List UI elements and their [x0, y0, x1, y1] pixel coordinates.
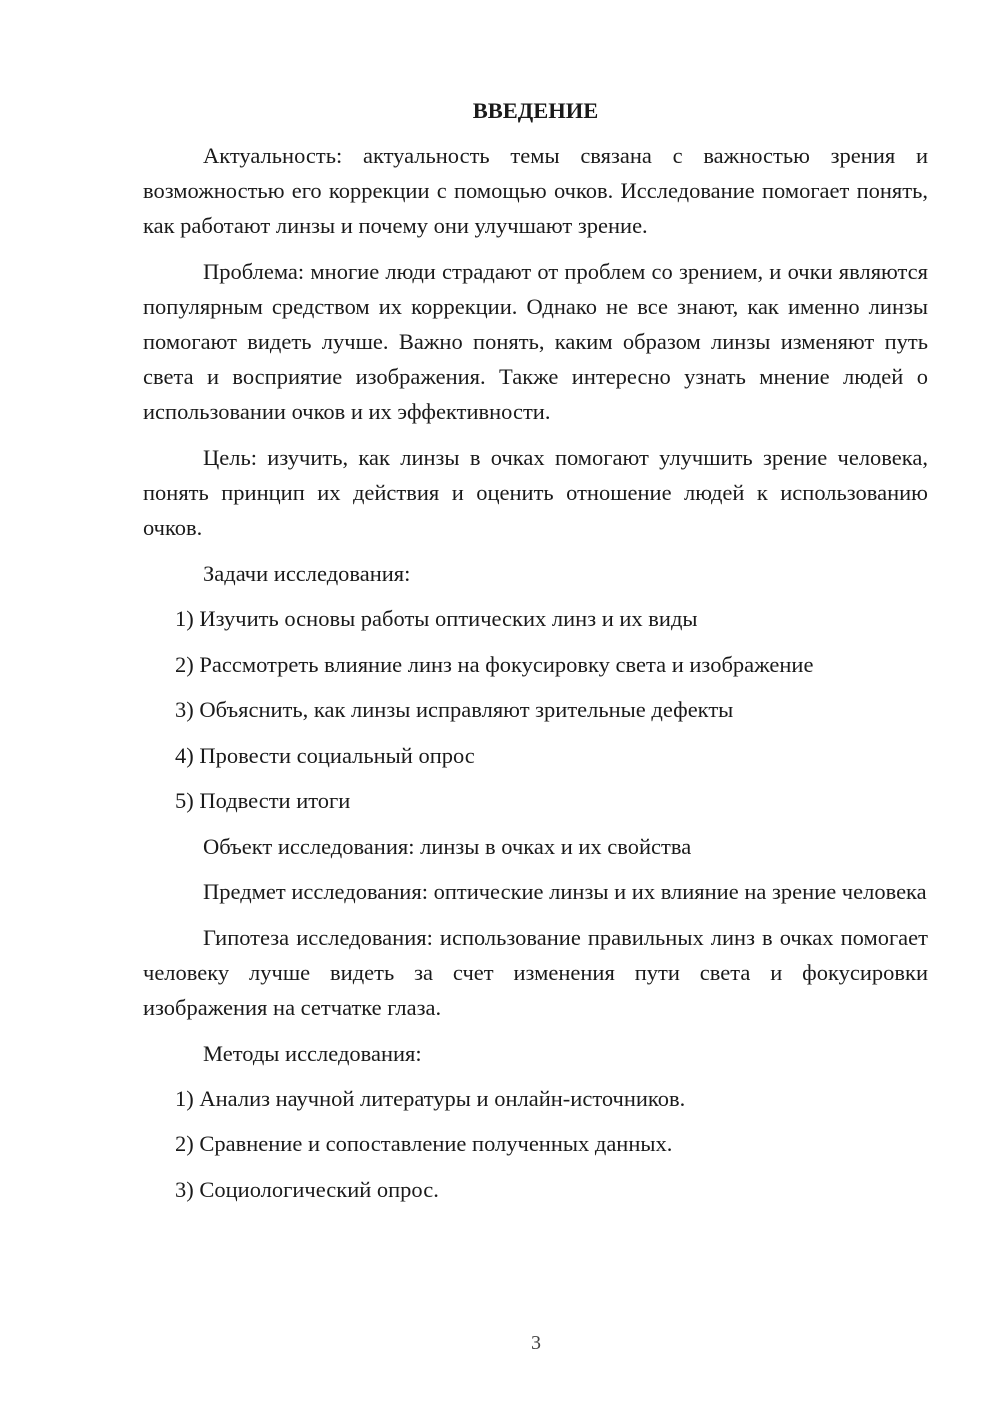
- relevance-paragraph: Актуальность: актуальность темы связана с важностью зрения и возможностью его коррекции с помощью очков. Исследование помогает понять, как работают линзы и почему они улучшают зрение.: [143, 143, 928, 238]
- task-item: 5) Подвести итоги: [175, 788, 351, 813]
- hypothesis-paragraph: Гипотеза исследования: использование правильных линз в очках помогает человеку лучше видеть за счет изменения пути света и фокусировки изображения на сетчатке глаза.: [143, 924, 928, 1020]
- method-item: 1) Анализ научной литературы и онлайн-источников.: [175, 1085, 686, 1111]
- document-page: [143, 93, 928, 1217]
- page-number: 3: [531, 1332, 541, 1354]
- method-item: 3) Социологический опрос.: [175, 1176, 439, 1202]
- method-item: 2) Сравнение и сопоставление полученных данных.: [175, 1131, 673, 1156]
- task-item: 4) Провести социальный опрос: [175, 742, 475, 768]
- subject-paragraph: Предмет исследования: оптические линзы и их влияние на зрение человека: [203, 878, 927, 904]
- object-paragraph: Объект исследования: линзы в очках и их свойства: [203, 833, 692, 859]
- task-item: 3) Объяснить, как линзы исправляют зрительные дефекты: [175, 697, 734, 722]
- page-title: ВВЕДЕНИЕ: [472, 98, 599, 123]
- task-item: 2) Рассмотреть влияние линз на фокусировку света и изображение: [175, 651, 814, 677]
- methods-heading: Методы исследования:: [203, 1040, 422, 1066]
- task-item: 1) Изучить основы работы оптических линз и их виды: [175, 606, 698, 631]
- problem-paragraph: Проблема: многие люди страдают от проблем со зрением, и очки являются популярным средством их коррекции. Однако не все знают, как именно линзы помогают видеть лучше. Важно понять, каким образом линзы изменяют путь света и восприятие изображения. Также интересно узнать мнение людей о использовании очков и их эффективности.: [143, 259, 928, 424]
- goal-paragraph: Цель: изучить, как линзы в очках помогают улучшить зрение человека, понять принцип их действия и оценить отношение людей к использованию очков.: [143, 445, 928, 540]
- tasks-heading: Задачи исследования:: [203, 561, 411, 586]
